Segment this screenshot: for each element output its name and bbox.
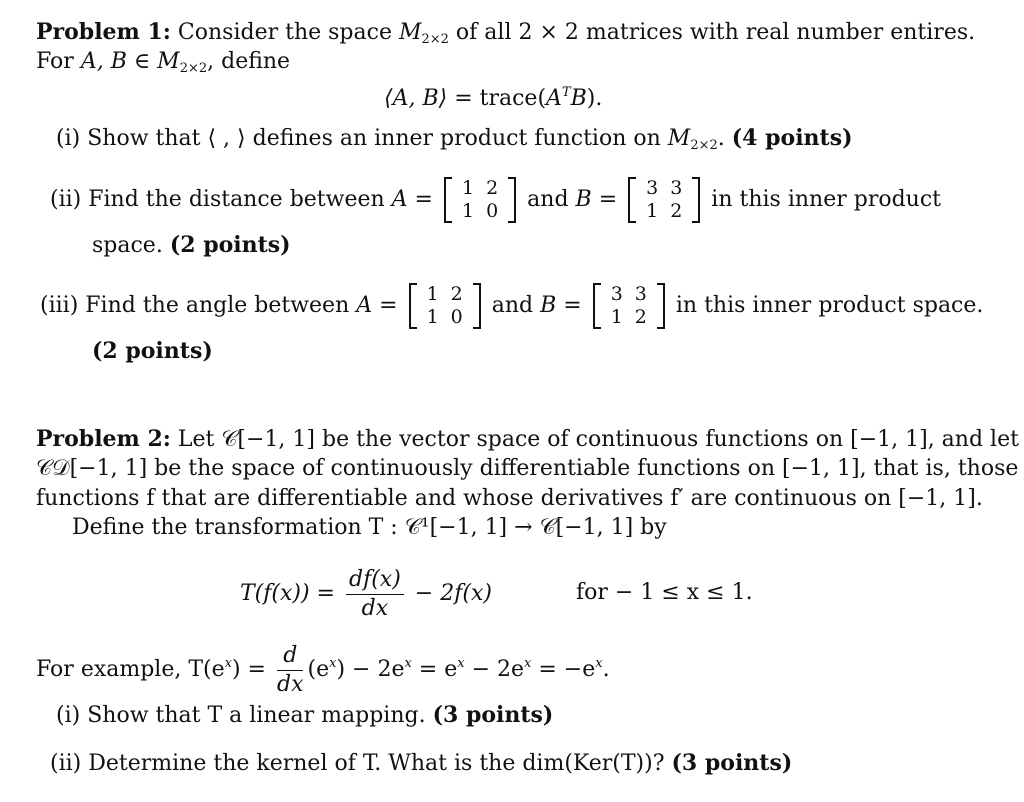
problem2-heading: Problem 2: — [36, 426, 171, 452]
matrix-b-cell: 3 — [670, 177, 683, 199]
line2-in: ∈ — [126, 49, 158, 74]
part-iii-and: and — [484, 293, 541, 318]
p2-part-i-points: (3 points) — [432, 702, 554, 728]
problem2-line2: 𝒞𝒟[−1, 1] be the space of continuously differentiable functions on [−1, 1], that is, those — [36, 456, 1019, 481]
matrix-a — [444, 177, 516, 223]
matrix-b-cell: 2 — [670, 200, 683, 222]
matrix-b-cell: 1 — [646, 200, 659, 222]
example-f: − 2e — [464, 657, 525, 682]
eq-numerator: df(x) — [346, 566, 404, 595]
matrix-b-cell: 3 — [610, 283, 623, 305]
problem1-part-i — [56, 123, 853, 161]
example-sup: x — [595, 656, 603, 671]
eq-derivative-fraction — [346, 566, 404, 623]
part-i-sub: 2×2 — [690, 138, 718, 153]
p2-part-i-label: (i) — [56, 703, 81, 728]
part-iii-eq-b: = — [556, 293, 589, 318]
definition-arg: A — [546, 86, 562, 111]
example-sup: x — [224, 656, 232, 671]
problem2-part-i — [56, 700, 553, 731]
problem2-line3: functions f that are differentiable and whose derivatives f′ are continuous on [−1, 1]. — [36, 486, 983, 511]
part-i-label: (i) — [56, 126, 81, 151]
matrix-b — [628, 177, 700, 223]
problem1-intro-b: of all 2 × 2 matrices with real number entires. — [448, 20, 976, 45]
example-e: = e — [411, 657, 458, 682]
line2-define: , define — [207, 49, 291, 74]
space-subscript: 2×2 — [421, 32, 449, 47]
example-sup: x — [457, 656, 465, 671]
example-denominator: dx — [276, 671, 304, 697]
matrix-b-cell: 3 — [634, 283, 647, 305]
problem2-line1 — [36, 424, 1019, 455]
example-numerator: d — [277, 642, 304, 671]
matrix-a-cell: 2 — [486, 177, 499, 199]
part-i-points: (4 points) — [731, 125, 853, 151]
part-iii-eq-a: = — [372, 293, 405, 318]
example-a: For example, T(e — [36, 657, 225, 682]
example-d: ) − 2e — [336, 657, 405, 682]
part-ii-points: (2 points) — [169, 232, 291, 258]
line2-space-symbol: M — [157, 49, 180, 74]
part-ii-eq-b: = — [591, 187, 625, 212]
transformation-equation — [240, 564, 492, 624]
part-ii-label: (ii) — [50, 187, 82, 212]
part-ii-var-b: B — [575, 187, 592, 212]
matrix-a-repeat — [409, 283, 481, 329]
example-g: = −e — [531, 657, 596, 682]
line2-vars: A, B — [80, 49, 127, 74]
part-i-text: Show that ⟨ , ⟩ defines an inner product function on — [87, 126, 668, 151]
matrix-a-cell: 2 — [450, 283, 463, 305]
problem1-part-iii-points: (2 points) — [92, 338, 213, 364]
part-iii-var-a: A — [356, 293, 373, 318]
part-iii-label: (iii) — [40, 293, 79, 318]
matrix-b-cell: 1 — [610, 306, 623, 328]
matrix-a-cell: 1 — [461, 177, 475, 199]
matrix-b-cell: 2 — [634, 306, 647, 328]
problem1-part-ii — [50, 172, 941, 228]
part-ii-text-b: in this inner product — [704, 187, 941, 212]
space-symbol: M — [398, 20, 422, 45]
example-sup: x — [329, 656, 337, 671]
definition-mid: = trace( — [447, 86, 547, 111]
definition-equation — [384, 78, 602, 114]
problem1-part-iii — [40, 278, 983, 334]
part-ii-text: Find the distance between — [88, 187, 392, 212]
matrix-a-cell: 0 — [486, 200, 499, 222]
example-h: . — [602, 657, 610, 682]
part-i-space-symbol: M — [667, 126, 691, 151]
problem1-heading: Problem 1: — [36, 19, 171, 45]
definition-sup: T — [561, 85, 571, 100]
matrix-a-cell: 0 — [450, 306, 463, 328]
example-fraction — [277, 642, 304, 699]
example-c: (e — [307, 657, 330, 682]
eq-denominator: dx — [361, 595, 389, 621]
part-ii-and: and — [520, 187, 576, 212]
p2-part-ii-points: (3 points) — [671, 750, 793, 776]
matrix-b-cell: 3 — [646, 177, 659, 199]
part-i-text-b: . — [717, 126, 732, 151]
part-iii-text-b: in this inner product space. — [668, 293, 984, 318]
matrix-b-repeat — [593, 283, 665, 329]
part-ii-eq-a: = — [407, 187, 440, 212]
example-sup: x — [524, 656, 532, 671]
problem2-line4: Define the transformation T : 𝒞¹[−1, 1] → 𝒞[−1, 1] by — [72, 515, 667, 540]
part-ii-var-a: A — [391, 187, 408, 212]
eq-rhs: − 2f(x) — [407, 581, 492, 606]
example-line — [36, 634, 610, 700]
part-ii-line2: space. — [92, 233, 170, 258]
p2-part-ii-text: Determine the kernel of T. What is the dim(Ker(T))? — [88, 751, 672, 776]
matrix-a-cell: 1 — [426, 306, 439, 328]
definition-lhs: ⟨A, B⟩ — [384, 86, 448, 111]
problem1-intro-a: Consider the space — [177, 20, 399, 45]
problem2-part-ii — [50, 748, 792, 779]
p2-part-i-text: Show that T a linear mapping. — [87, 703, 433, 728]
definition-arg2: B — [570, 86, 587, 111]
problem2-line1-text: Let 𝒞[−1, 1] be the vector space of continuous functions on [−1, 1], and let — [177, 427, 1019, 452]
definition-end: ). — [586, 86, 603, 111]
example-b: ) = — [231, 657, 273, 682]
problem1-part-ii-line2 — [92, 230, 291, 261]
part-iii-text: Find the angle between — [85, 293, 357, 318]
matrix-a-cell: 1 — [461, 200, 475, 222]
part-iii-var-b: B — [540, 293, 557, 318]
matrix-a-cell: 1 — [426, 283, 439, 305]
eq-lhs: T(f(x)) = — [240, 581, 342, 606]
problem1-line2 — [36, 47, 290, 84]
equation-condition: for − 1 ≤ x ≤ 1. — [576, 580, 753, 605]
line2-for: For — [36, 49, 81, 74]
example-sup: x — [404, 656, 412, 671]
p2-part-ii-label: (ii) — [50, 751, 82, 776]
line2-space-sub: 2×2 — [179, 61, 208, 76]
